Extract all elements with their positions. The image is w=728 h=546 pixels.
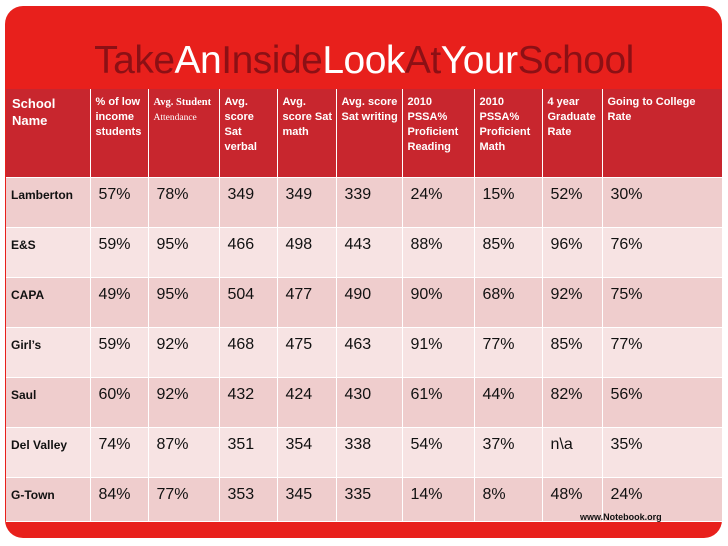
value-cell: 48% — [542, 477, 602, 521]
value-cell: 24% — [402, 177, 474, 227]
header-attendance-line2: Attendance — [153, 113, 197, 123]
value-cell: 59% — [90, 327, 148, 377]
value-cell: 52% — [542, 177, 602, 227]
value-cell: 77% — [474, 327, 542, 377]
value-cell: 77% — [148, 477, 219, 521]
title-part: Take — [94, 39, 175, 82]
value-cell: 504 — [219, 277, 277, 327]
value-cell: 339 — [336, 177, 402, 227]
header-sat-math: Avg. score Sat math — [277, 89, 336, 177]
value-cell: 95% — [148, 227, 219, 277]
school-name-cell: Saul — [6, 377, 90, 427]
value-cell: 60% — [90, 377, 148, 427]
value-cell: 75% — [602, 277, 722, 327]
value-cell: 82% — [542, 377, 602, 427]
value-cell: 54% — [402, 427, 474, 477]
header-pssa-math: 2010 PSSA% Proficient Math — [474, 89, 542, 177]
value-cell: 335 — [336, 477, 402, 521]
school-comparison-table — [6, 89, 723, 522]
value-cell: 432 — [219, 377, 277, 427]
value-cell: 498 — [277, 227, 336, 277]
value-cell: 90% — [402, 277, 474, 327]
title-part: An — [174, 39, 222, 82]
value-cell: 77% — [602, 327, 722, 377]
table-row — [6, 277, 722, 327]
value-cell: 345 — [277, 477, 336, 521]
value-cell: 353 — [219, 477, 277, 521]
value-cell: 59% — [90, 227, 148, 277]
table-row — [6, 327, 722, 377]
school-name-cell: Del Valley — [6, 427, 90, 477]
value-cell: 35% — [602, 427, 722, 477]
value-cell: 92% — [148, 377, 219, 427]
value-cell: 91% — [402, 327, 474, 377]
value-cell: 37% — [474, 427, 542, 477]
value-cell: 44% — [474, 377, 542, 427]
value-cell: 76% — [602, 227, 722, 277]
header-attendance-line1: Avg. Student — [153, 97, 212, 108]
value-cell: 354 — [277, 427, 336, 477]
footer-source: www.Notebook.org — [580, 512, 662, 522]
value-cell: 477 — [277, 277, 336, 327]
header-pssa-reading: 2010 PSSA% Proficient Reading — [402, 89, 474, 177]
value-cell: 30% — [602, 177, 722, 227]
title-part: Look — [322, 39, 405, 82]
value-cell: 85% — [542, 327, 602, 377]
school-name-cell: E&S — [6, 227, 90, 277]
table-row — [6, 427, 722, 477]
value-cell: 49% — [90, 277, 148, 327]
value-cell: 8% — [474, 477, 542, 521]
value-cell: 85% — [474, 227, 542, 277]
header-sat-verbal: Avg. score Sat verbal — [219, 89, 277, 177]
title-part: School — [517, 39, 634, 82]
value-cell: 14% — [402, 477, 474, 521]
value-cell: 92% — [148, 327, 219, 377]
value-cell: n\a — [542, 427, 602, 477]
value-cell: 351 — [219, 427, 277, 477]
table-row — [6, 377, 722, 427]
header-graduate-rate: 4 year Graduate Rate — [542, 89, 602, 177]
header-low-income: % of low income students — [90, 89, 148, 177]
value-cell: 349 — [219, 177, 277, 227]
title-part: Inside — [221, 39, 323, 82]
value-cell: 78% — [148, 177, 219, 227]
header-college-rate: Going to College Rate — [602, 89, 722, 177]
value-cell: 68% — [474, 277, 542, 327]
header-attendance — [148, 89, 219, 177]
value-cell: 74% — [90, 427, 148, 477]
table-row — [6, 227, 722, 277]
value-cell: 468 — [219, 327, 277, 377]
header-school-name: School Name — [6, 89, 90, 177]
school-name-cell: CAPA — [6, 277, 90, 327]
value-cell: 57% — [90, 177, 148, 227]
value-cell: 92% — [542, 277, 602, 327]
value-cell: 443 — [336, 227, 402, 277]
header-sat-writing: Avg. score Sat writing — [336, 89, 402, 177]
table-row — [6, 177, 722, 227]
value-cell: 430 — [336, 377, 402, 427]
value-cell: 96% — [542, 227, 602, 277]
value-cell: 424 — [277, 377, 336, 427]
value-cell: 88% — [402, 227, 474, 277]
value-cell: 61% — [402, 377, 474, 427]
value-cell: 95% — [148, 277, 219, 327]
value-cell: 87% — [148, 427, 219, 477]
header-row — [6, 89, 722, 177]
title-part: At — [404, 39, 441, 82]
school-name-cell: G-Town — [6, 477, 90, 521]
school-name-cell: Lamberton — [6, 177, 90, 227]
value-cell: 24% — [602, 477, 722, 521]
value-cell: 15% — [474, 177, 542, 227]
title-part: Your — [440, 39, 518, 82]
table-body — [6, 177, 722, 521]
value-cell: 56% — [602, 377, 722, 427]
school-name-cell: Girl’s — [6, 327, 90, 377]
value-cell: 466 — [219, 227, 277, 277]
value-cell: 84% — [90, 477, 148, 521]
value-cell: 338 — [336, 427, 402, 477]
slide-title — [0, 36, 728, 86]
value-cell: 490 — [336, 277, 402, 327]
value-cell: 463 — [336, 327, 402, 377]
value-cell: 349 — [277, 177, 336, 227]
value-cell: 475 — [277, 327, 336, 377]
